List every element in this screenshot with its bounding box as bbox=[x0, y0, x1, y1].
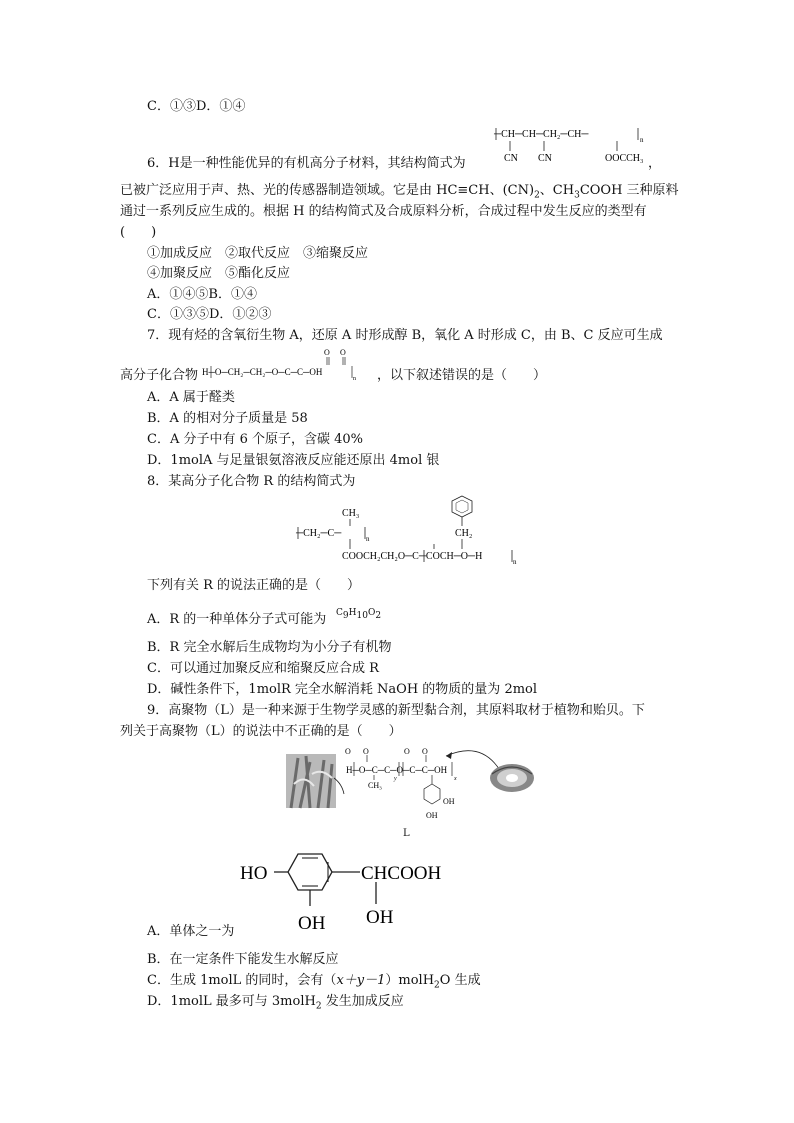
r-bottom: COOCH₂CH₂O─C─COCH─O─H bbox=[342, 551, 483, 562]
q6-types-2: ④加聚反应 ⑤酯化反应 bbox=[147, 266, 291, 281]
q6-paren: ( ) bbox=[120, 225, 157, 240]
q9-option-b: B．在一定条件下能发生水解反应 bbox=[147, 952, 339, 967]
mono-side: CHCOOH bbox=[361, 863, 442, 884]
q6-types-1: ①加成反应 ②取代反应 ③缩聚反应 bbox=[147, 246, 369, 261]
r-main: ─CH₂─C─ bbox=[296, 528, 342, 539]
r-ch3: CH₃ bbox=[342, 508, 360, 519]
h-cn2: CN bbox=[538, 153, 552, 164]
l-x: x bbox=[454, 776, 457, 782]
polymer-r-structure bbox=[292, 492, 532, 574]
q6-stem-comma: ， bbox=[648, 156, 662, 171]
p7-n: n bbox=[353, 376, 356, 382]
polymer-h-structure bbox=[492, 124, 667, 169]
l-ch3: CH₃ bbox=[368, 781, 382, 790]
q5-option-cd: C．①③D．①④ bbox=[147, 99, 246, 114]
plant-image-icon bbox=[286, 754, 344, 808]
q9-stem: 9．高聚物（L）是一种来源于生物学灵感的新型黏合剂，其原料取材于植物和贻贝。下 bbox=[147, 703, 645, 718]
q9-option-c: C．生成 1molL 的同时，会有（x＋y－1）molH$_2$O 生成 bbox=[147, 973, 481, 991]
q7-option-b: B．A 的相对分子质量是 58 bbox=[147, 411, 308, 426]
h-ester: OOCCH₃ bbox=[605, 153, 644, 164]
p7-o2: O bbox=[340, 348, 346, 357]
q8-option-d: D．碱性条件下，1molR 完全水解消耗 NaOH 的物质的量为 2mol bbox=[147, 682, 538, 697]
l-y: y bbox=[394, 776, 397, 782]
p7-o1: O bbox=[324, 348, 330, 357]
q7-stem2-a: 高分子化合物 bbox=[120, 368, 199, 383]
q8-option-a-formula: $C_9H_{10}O_2$ bbox=[336, 608, 382, 621]
q8-stem: 8．某高分子化合物 R 的结构简式为 bbox=[147, 474, 356, 489]
svg-text:O: O bbox=[404, 747, 410, 756]
l-oh2: OH bbox=[426, 811, 438, 820]
q7-option-d: D．1molA 与足量银氨溶液反应能还原出 4mol 银 bbox=[147, 453, 440, 468]
q6-stem-line3: 通过一系列反应生成的。根据 H 的结构简式及合成原料分析，合成过程中发生反应的类型有 bbox=[120, 204, 647, 219]
q7-option-c: C．A 分子中有 6 个原子，含碳 40% bbox=[147, 432, 364, 447]
mussel-image-icon bbox=[490, 764, 534, 792]
r-ch2: CH₂ bbox=[455, 528, 473, 539]
q6-stem-line2: 已被广泛应用于声、热、光的传感器制造领域。它是由 HC≡CH、$(CN)_2$、$CH_3COOH$ 三种原料 bbox=[120, 183, 679, 201]
q9-stem2: 列关于高聚物（L）的说法中不正确的是（ ） bbox=[120, 724, 402, 739]
q7-stem2-b: ，以下叙述错误的是（ ） bbox=[377, 368, 547, 383]
h-main-chain: ─CH─CH─CH₂─CH─ bbox=[494, 129, 589, 140]
q8-option-b: B．R 完全水解后生成物均为小分子有机物 bbox=[147, 640, 392, 655]
svg-text:O: O bbox=[345, 747, 351, 756]
l-chain: H─O─C─C─O─C─C─OH bbox=[346, 765, 448, 775]
p7-chain: H─O─CH₂─CH₂─O─C─C─OH bbox=[202, 367, 323, 377]
q6-stem: 6．H是一种性能优异的有机高分子材料，其结构简式为 bbox=[147, 156, 466, 171]
monomer-structure bbox=[236, 846, 466, 932]
q8-option-a: A．R 的一种单体分子式可能为 bbox=[147, 612, 327, 627]
q8-option-c: C．可以通过加聚反应和缩聚反应合成 R bbox=[147, 661, 379, 676]
q9-option-a: A．单体之一为 bbox=[147, 924, 235, 939]
q7-stem: 7．现有烃的含氧衍生物 A，还原 A 时形成醇 B，氧化 A 时形成 C，由 B、C 反应可生成 bbox=[147, 328, 663, 343]
r-n2: n bbox=[513, 558, 517, 566]
svg-text:O: O bbox=[422, 747, 428, 756]
r-n1: n bbox=[366, 535, 370, 543]
h-n: n bbox=[640, 136, 644, 144]
mono-oh2: OH bbox=[366, 907, 394, 928]
polymer-7-structure bbox=[202, 348, 372, 384]
svg-text:O: O bbox=[363, 747, 369, 756]
q7-option-a: A．A 属于醛类 bbox=[147, 390, 235, 405]
h-cn1: CN bbox=[504, 153, 518, 164]
q9-label-l: L bbox=[403, 828, 410, 839]
mono-ho: HO bbox=[240, 863, 268, 884]
l-oh1: OH bbox=[443, 797, 455, 806]
mono-oh: OH bbox=[298, 913, 326, 932]
q6-option-cd: C．①③⑤D．①②③ bbox=[147, 307, 272, 322]
polymer-l-figure bbox=[286, 744, 536, 824]
q6-option-ab: A．①④⑤B．①④ bbox=[147, 287, 257, 302]
q9-option-d: D．1molL 最多可与 3molH$_2$ 发生加成反应 bbox=[147, 994, 404, 1012]
q8-ask: 下列有关 R 的说法正确的是（ ） bbox=[147, 578, 361, 593]
